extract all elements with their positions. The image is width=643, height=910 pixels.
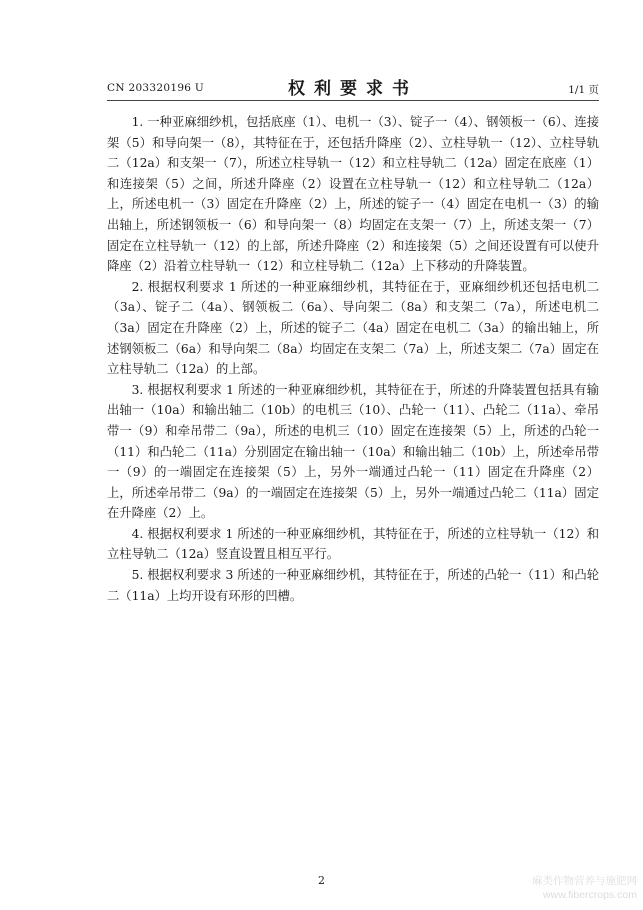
claim-5: 5. 根据权利要求 3 所述的一种亚麻细纱机，其特征在于，所述的凸轮一（11）和凸轮二（11a）上均开设有环形的凹槽。 (107, 568, 599, 603)
watermark-url: www.fibercrops.com (543, 889, 637, 901)
publication-number: CN 203320196 U (107, 82, 205, 94)
header-divider (107, 100, 599, 101)
claim-2: 2. 根据权利要求 1 所述的一种亚麻细纱机，其特征在于，亚麻细纱机还包括电机二（3a）、锭子二（4a）、钢领板二（6a）、导向架二（8a）和支架二（7a），所述电机二（3a）固定在升降座（2）上，所述的锭子二（4a）固定在电机二（3a）的输出轴上，所述钢领板二（6a）和导向架二（8a）均固定在支架二（7a）上，所述支架二（7a）固定在立柱导轨二（12a）的上部。 (107, 279, 599, 377)
page-number: 2 (318, 874, 325, 887)
document-header (107, 74, 599, 100)
claim-3: 3. 根据权利要求 1 所述的一种亚麻细纱机，其特征在于，所述的升降装置包括具有输出轴一（10a）和输出轴二（10b）的电机三（10）、凸轮一（11）、凸轮二（11a）、牵吊带一（9）和牵吊带二（9a），所述的电机三（10）固定在连接架（5）上，所述的凸轮一（11）和凸轮二（11a）分别固定在输出轴一（10a）和输出轴二（10b）上，所述牵吊带一（9）的一端固定在连接架（5）上，另外一端通过凸轮一（11）固定在升降座（2）上，所述牵吊带二（9a）的一端固定在连接架（5）上，另外一端通过凸轮二（11a）固定在升降座（2）上。 (107, 382, 599, 521)
claims-body (107, 112, 599, 606)
claim-1: 1. 一种亚麻细纱机，包括底座（1）、电机一（3）、锭子一（4）、钢领板一（6）、连接架（5）和导向架一（8），其特征在于，还包括升降座（2）、立柱导轨一（12）、立柱导轨二（12a）和支架一（7），所述立柱导轨一（12）和立柱导轨二（12a）固定在底座（1）和连接架（5）之间，所述升降座（2）设置在立柱导轨一（12）和立柱导轨二（12a）上，所述电机一（3）固定在升降座（2）上，所述的锭子一（4）固定在电机一（3）的输出轴上，所述钢领板一（6）和导向架一（8）均固定在支架一（7）上，所述支架一（7）固定在立柱导轨一（12）的上部，所述升降座（2）和连接架（5）之间还设置有可以使升降座（2）沿着立柱导轨一（12）和立柱导轨二（12a）上下移动的升降装置。 (107, 115, 599, 274)
claim-4: 4. 根据权利要求 1 所述的一种亚麻细纱机，其特征在于，所述的立柱导轨一（12）和立柱导轨二（12a）竖直设置且相互平行。 (107, 526, 599, 562)
page-count: 1/1 页 (568, 84, 599, 96)
watermark (509, 874, 637, 902)
watermark-title: 麻类作物营养与施肥网 (532, 875, 637, 887)
document-title: 权利要求书 (288, 79, 418, 99)
